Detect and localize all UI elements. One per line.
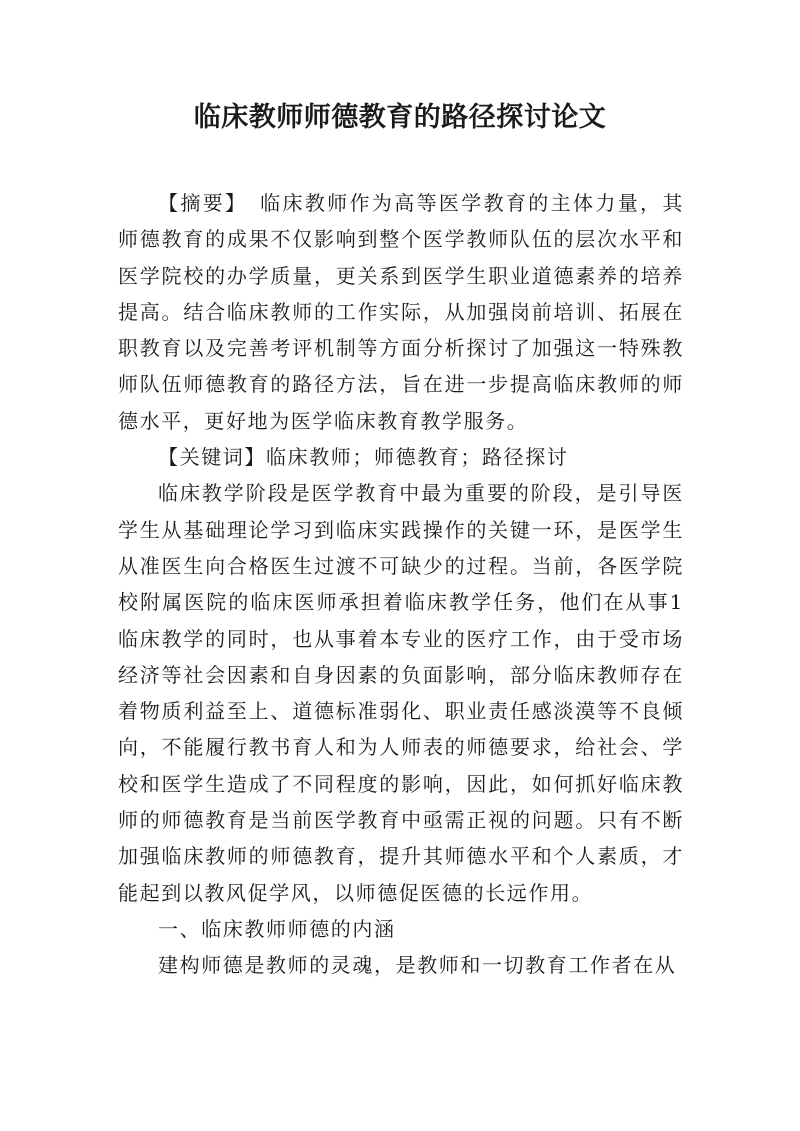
keywords-text: 临床教师；师德教育；路径探讨 xyxy=(266,445,569,470)
section-paragraph: 建构师德是教师的灵魂，是教师和一切教育工作者在从 xyxy=(158,953,677,978)
abstract-paragraph xyxy=(118,185,684,439)
abstract-label: 【摘要】 xyxy=(158,191,248,215)
section-heading: 一、临床教师师德的内涵 xyxy=(158,916,396,941)
document-title: 临床教师师德教育的路径探讨论文 xyxy=(193,102,607,133)
keywords-label: 【关键词】 xyxy=(158,445,266,470)
intro-paragraph: 临床教学阶段是医学教育中最为重要的阶段，是引导医学生从基础理论学习到临床实践操作的关键一环，是医学生从准医生向合格医生过渡不可缺少的过程。当前，各医学院校附属医院的临床医师承担着临床教学任务，他们在从事1临床教学的同时，也从事着本专业的医疗工作，由于受市场经济等社会因素和自身因素的负面影响，部分临床教师存在着物质利益至上、道德标准弱化、职业责任感淡漠等不良倾向，不能履行教书育人和为人师表的师德要求，给社会、学校和医学生造成了不同程度的影响，因此，如何抓好临床教师的师德教育是当前医学教育中亟需正视的问题。只有不断加强临床教师的师德教育，提升其师德水平和个人素质，才能起到以教风促学风，以师德促医德的长远作用。 xyxy=(118,481,684,905)
document-body xyxy=(118,185,684,984)
keywords-paragraph xyxy=(118,439,684,475)
abstract-text: 临床教师作为高等医学教育的主体力量，其师德教育的成果不仅影响到整个医学教师队伍的层次水平和医学院校的办学质量，更关系到医学生职业道德素养的培养提高。结合临床教师的工作实际，从加强岗前培训、拓展在职教育以及完善考评机制等方面分析探讨了加强这一特殊教师队伍师德教育的路径方法，旨在进一步提高临床教师的师德水平，更好地为医学临床教育教学服务。 xyxy=(118,191,684,433)
